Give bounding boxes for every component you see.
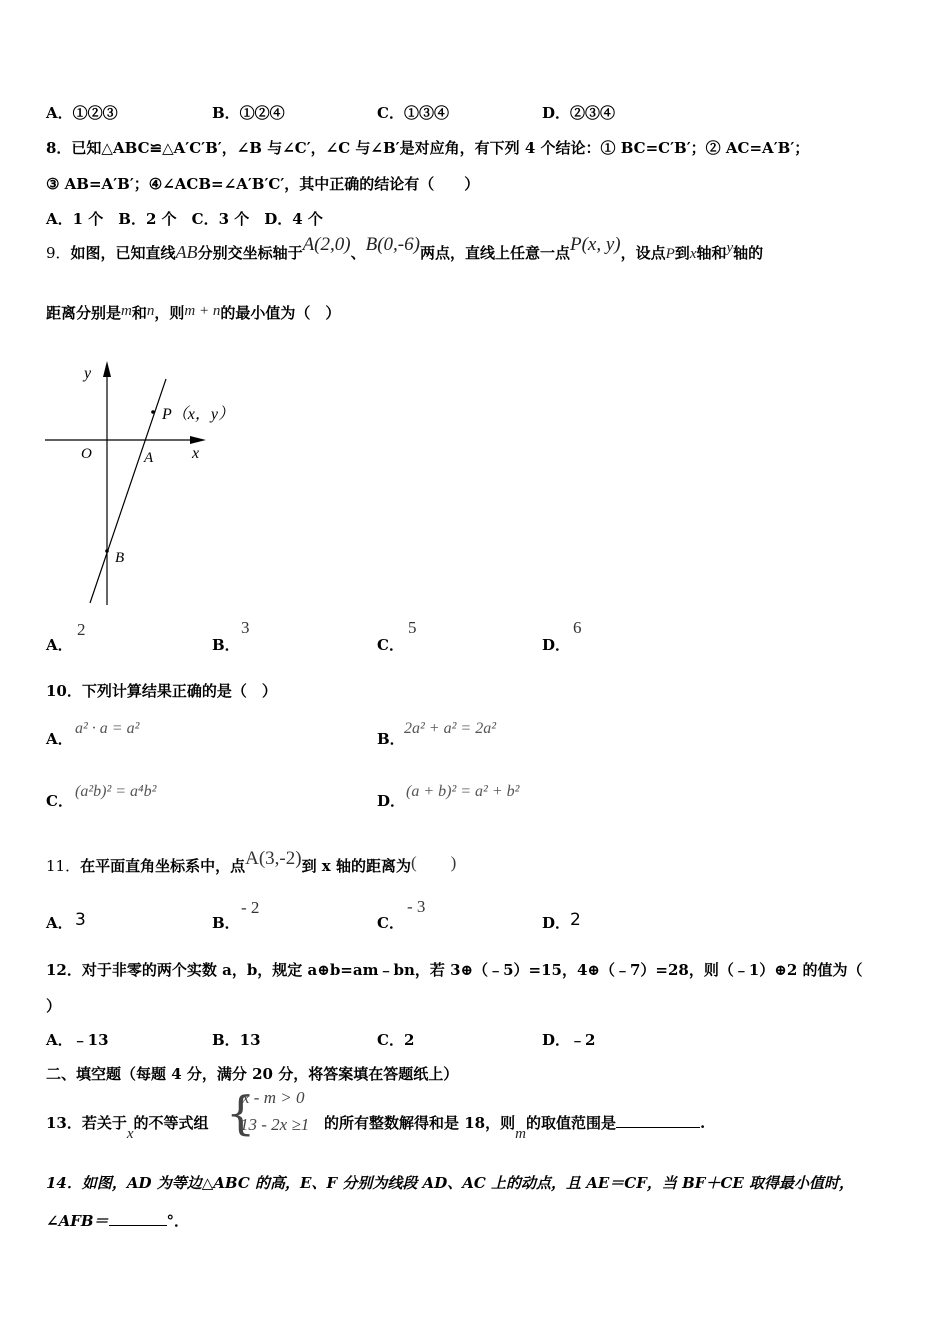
- q12-option-c: C．2: [377, 1031, 415, 1049]
- q10-option-a-expr: a² · a = a²: [75, 720, 140, 737]
- y-axis-arrow: [103, 361, 111, 377]
- q9-option-d-value: 6: [573, 618, 582, 637]
- q13-m: m: [515, 1126, 526, 1142]
- q13-text-4: 的取值范围是: [525, 1114, 616, 1132]
- q12-stem-line1: 12．对于非零的两个实数 a，b，规定 a⊕b=am﹣bn，若 3⊕（﹣5）=15，4⊕（﹣7）=28，则（﹣1）⊕2 的值为（: [46, 961, 863, 979]
- q13-x: x: [126, 1126, 134, 1142]
- q9-figure: [40, 355, 260, 610]
- q10-option-c-expr: (a²b)² = a⁴b²: [75, 783, 157, 800]
- q7-option-d: D．②③④: [542, 104, 616, 122]
- q13-stem-tail: [324, 1112, 706, 1142]
- q11-option-a-value: 3: [75, 910, 86, 930]
- q9-point-a: A(2,0): [302, 234, 351, 255]
- q10-option-a-letter: A．: [46, 730, 73, 748]
- q9-text-11: 的最小值为（ ）: [220, 304, 341, 322]
- q9-y: y: [726, 240, 734, 256]
- q12-option-d: D．﹣2: [542, 1031, 596, 1049]
- q11-number: 11．: [46, 857, 81, 875]
- point-p-dot: [151, 410, 155, 414]
- q12-option-b: B．13: [212, 1031, 261, 1049]
- q9-number: 9．: [46, 244, 71, 262]
- q13-end: .: [699, 1114, 706, 1132]
- q9-option-b-letter: B．: [212, 636, 240, 654]
- q9-option-b-value: 3: [241, 618, 250, 637]
- q9-sep: 、: [350, 244, 366, 262]
- q13-stem: [46, 1112, 209, 1142]
- q11-point-a: A(3,-2): [245, 848, 302, 869]
- q9-point-b: B(0,-6): [365, 234, 420, 255]
- q9-option-a-value: 2: [77, 620, 86, 639]
- q14-stem-line1: 14．如图，AD 为等边△ABC 的高，E、F 分别为线段 AD、AC 上的动点，且 AE＝CF，当 BF＋CE 取得最小值时，: [46, 1174, 855, 1192]
- q8-options: A．1 个 B．2 个 C．3 个 D．4 个: [46, 210, 323, 228]
- q9-m-plus-n: m + n: [184, 303, 221, 319]
- q14-answer-blank[interactable]: [109, 1225, 167, 1226]
- q10-stem: 10．下列计算结果正确的是（ ）: [46, 682, 277, 700]
- q9-line-ab: AB: [175, 242, 198, 262]
- q9-p: P: [665, 246, 675, 262]
- point-p-label: P（x，y）: [162, 406, 234, 423]
- q9-text-9: 和: [131, 304, 147, 322]
- q11-text-2: 到 x 轴的距离为: [301, 857, 411, 875]
- q13-text-3: 的所有整数解得和是 18，则: [324, 1114, 516, 1132]
- q9-text-1: 如图，已知直线: [70, 244, 176, 262]
- q14-stem-line2: [46, 1210, 189, 1231]
- q9-text-4: ，设点: [620, 244, 666, 262]
- q7-option-a: A．①②③: [46, 104, 118, 122]
- q11-option-a-letter: A．: [46, 914, 73, 932]
- q10-option-c-letter: C．: [46, 792, 73, 810]
- q9-m: m: [121, 303, 132, 319]
- q14-degree: °．: [166, 1212, 190, 1230]
- q7-option-b: B．①②④: [212, 104, 285, 122]
- q9-text-2: 分别交坐标轴于: [197, 244, 303, 262]
- point-a-label: A: [144, 450, 154, 466]
- q13-inequality-1: x - m > 0: [242, 1088, 305, 1107]
- x-axis-label: x: [192, 445, 200, 462]
- q9-text-10: ，则: [154, 304, 185, 322]
- q9-stem-line1: [46, 234, 764, 264]
- q13-text-1: 13．若关于: [46, 1114, 127, 1132]
- q11-option-c-letter: C．: [377, 914, 404, 932]
- q10-option-b-letter: B．: [377, 730, 405, 748]
- q11-option-b-letter: B．: [212, 914, 240, 932]
- q11-option-d-letter: D．: [542, 914, 571, 932]
- q12-stem-line2: ）: [46, 997, 62, 1015]
- q9-option-d-letter: D．: [542, 636, 571, 654]
- q10-option-d-expr: (a + b)² = a² + b²: [406, 783, 520, 800]
- q11-option-d-value: 2: [570, 910, 581, 930]
- q9-option-c-value: 5: [408, 618, 417, 637]
- q14-angle-afb: ∠AFB＝: [46, 1212, 109, 1230]
- q9-option-c-letter: C．: [377, 636, 404, 654]
- q11-option-b-value: - 2: [241, 898, 260, 917]
- q9-n: n: [146, 303, 155, 319]
- q9-text-3: 两点，直线上任意一点: [419, 244, 570, 262]
- q13-answer-blank[interactable]: [616, 1127, 700, 1128]
- q9-stem-line2: [46, 302, 340, 323]
- q12-option-a: A．﹣13: [46, 1031, 109, 1049]
- q9-text-5: 到: [674, 244, 690, 262]
- x-axis-arrow: [190, 436, 206, 444]
- q9-option-a-letter: A．: [46, 636, 73, 654]
- q8-stem-line1: 8．已知△ABC≌△A′C′B′，∠B 与∠C′，∠C 与∠B′是对应角，有下列 4 个结论：① BC=C′B′；② AC=A′B′；: [46, 139, 810, 157]
- q13-inequality-2: 13 - 2x ≥1: [240, 1115, 310, 1134]
- point-b-dot: [105, 549, 109, 553]
- point-b-label: B: [115, 550, 125, 566]
- q9-x: x: [689, 246, 697, 262]
- q9-text-6: 轴和: [696, 244, 727, 262]
- q9-text-8: 距离分别是: [46, 304, 122, 322]
- origin-label: O: [81, 446, 92, 462]
- q10-option-d-letter: D．: [377, 792, 406, 810]
- q7-option-c: C．①③④: [377, 104, 449, 122]
- q11-stem: [46, 848, 457, 877]
- q9-text-7: 轴的: [733, 244, 764, 262]
- q10-option-b-expr: 2a² + a² = 2a²: [404, 720, 496, 737]
- q11-text-1: 在平面直角坐标系中，点: [80, 857, 246, 875]
- q13-text-2: 的不等式组: [133, 1114, 209, 1132]
- q9-point-p: P(x, y): [569, 234, 621, 255]
- q11-option-c-value: - 3: [407, 897, 426, 916]
- q8-stem-line2: ③ AB=A′B′；④∠ACB=∠A′B′C′，其中正确的结论有（ ）: [46, 175, 480, 193]
- y-axis-label: y: [84, 365, 92, 382]
- q13-system-brace: {: [226, 1086, 256, 1140]
- section-2-heading: 二、填空题（每题 4 分，满分 20 分，将答案填在答题纸上）: [46, 1065, 459, 1083]
- q11-paren: ( ): [410, 853, 457, 872]
